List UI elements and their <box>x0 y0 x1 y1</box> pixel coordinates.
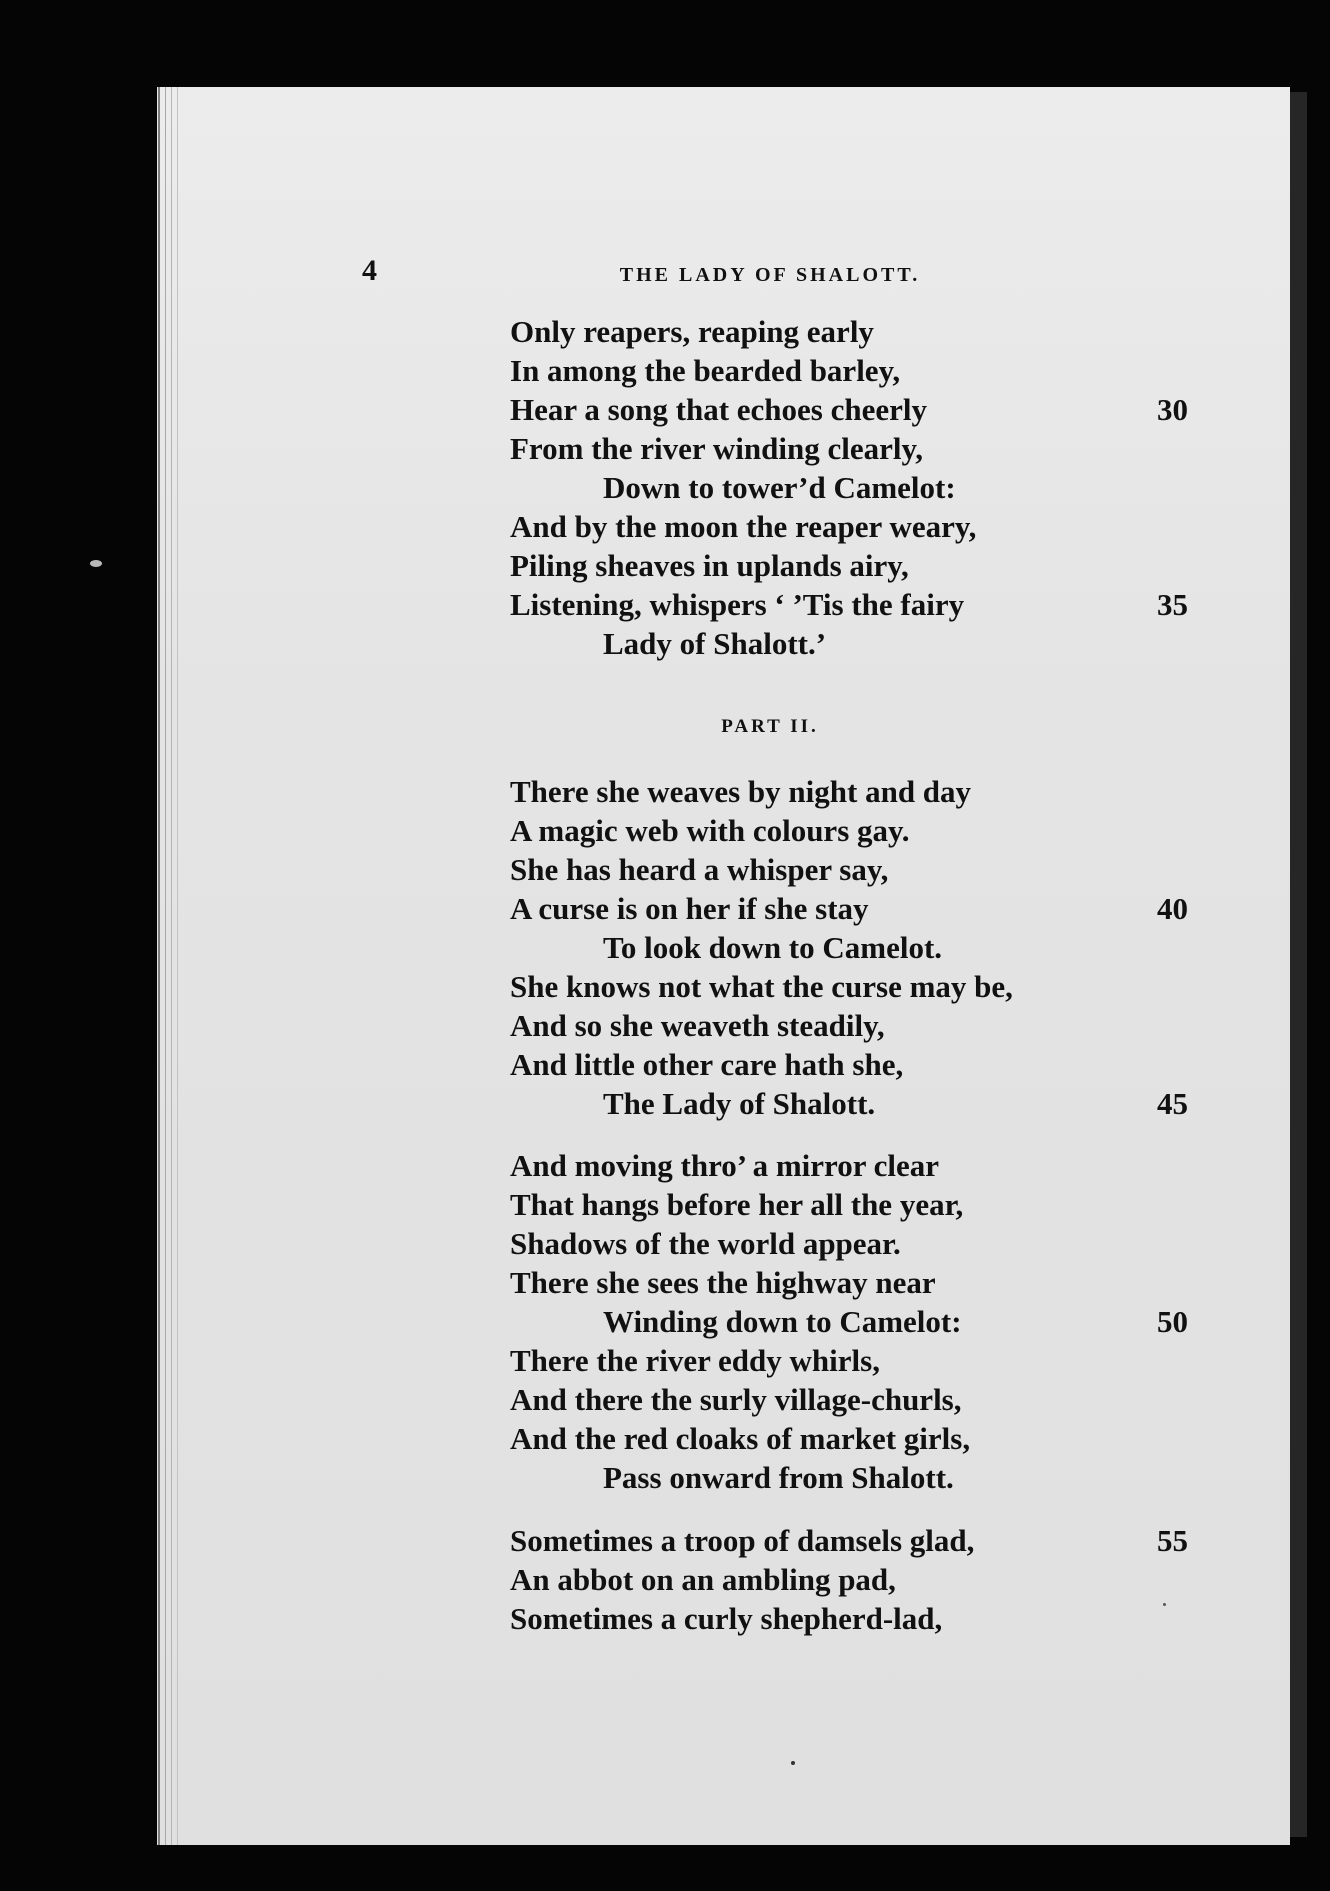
verse-line-text: Piling sheaves in uplands airy, <box>510 548 909 583</box>
verse-line <box>510 351 1188 390</box>
verse-line <box>510 1341 1188 1380</box>
verse-line-text: She knows not what the curse may be, <box>510 969 1013 1004</box>
binding-gutter-line <box>165 87 166 1845</box>
verse-line-text: And there the surly village-churls, <box>510 1382 962 1417</box>
verse-line <box>510 811 1188 850</box>
verse-line-text: Listening, whispers ‘ ’Tis the fairy <box>510 587 965 622</box>
refrain-line <box>510 624 1188 663</box>
scan-speck <box>90 560 102 567</box>
verse-line <box>510 889 1188 928</box>
verse-line-text: That hangs before her all the year, <box>510 1187 964 1222</box>
stanza <box>510 1521 1188 1638</box>
refrain-line <box>510 1302 1188 1341</box>
line-number: 55 <box>1157 1523 1188 1558</box>
verse-line-text: There she sees the highway near <box>510 1265 936 1300</box>
verse-line <box>510 1560 1188 1599</box>
line-number: 45 <box>1157 1086 1188 1121</box>
verse-line-text: Down to tower’d Camelot: <box>603 470 956 505</box>
verse-line-text: Only reapers, reaping early <box>510 314 874 349</box>
verse-line <box>510 850 1188 889</box>
verse-line <box>510 1185 1188 1224</box>
verse-line-text: And the red cloaks of market girls, <box>510 1421 971 1456</box>
verse-line <box>510 1146 1188 1185</box>
binding-gutter-line <box>177 87 178 1845</box>
verse-line <box>510 1224 1188 1263</box>
running-title: THE LADY OF SHALOTT. <box>619 264 921 286</box>
verse-line-text: And moving thro’ a mirror clear <box>510 1148 940 1183</box>
verse-line-text: Sometimes a troop of damsels glad, <box>510 1523 975 1558</box>
verse-line-text: Winding down to Camelot: <box>603 1304 962 1339</box>
verse-line <box>510 1045 1188 1084</box>
verse-line <box>510 1599 1188 1638</box>
verse-line <box>510 1380 1188 1419</box>
line-number: 40 <box>1157 891 1188 926</box>
verse-line-text: Hear a song that echoes cheerly <box>510 392 927 427</box>
line-number: 30 <box>1157 392 1188 427</box>
verse-line <box>510 390 1188 429</box>
verse-line-text: And so she weaveth steadily, <box>510 1008 885 1043</box>
stanza <box>510 1146 1188 1497</box>
page-number: 4 <box>362 254 377 287</box>
verse-line <box>510 507 1188 546</box>
verse-line-text: She has heard a whisper say, <box>510 852 889 887</box>
verse-line-text: A magic web with colours gay. <box>510 813 910 848</box>
verse-line-text: In among the bearded barley, <box>510 353 901 388</box>
verse-line-text: And by the moon the reaper weary, <box>510 509 977 544</box>
line-number: 35 <box>1157 587 1188 622</box>
refrain-line <box>510 928 1188 967</box>
verse-line-text: There the river eddy whirls, <box>510 1343 880 1378</box>
verse-line-text: Shadows of the world appear. <box>510 1226 901 1261</box>
line-number: 50 <box>1157 1304 1188 1339</box>
verse-line-text: The Lady of Shalott. <box>603 1086 876 1121</box>
verse-line-text: From the river winding clearly, <box>510 431 923 466</box>
verse-line <box>510 772 1188 811</box>
stanza <box>510 312 1188 663</box>
verse-line-text: And little other care hath she, <box>510 1047 904 1082</box>
verse-line-text: There she weaves by night and day <box>510 774 972 809</box>
refrain-line <box>510 1458 1188 1497</box>
verse-line-text: Lady of Shalott.’ <box>603 626 827 661</box>
verse-line-text: A curse is on her if she stay <box>510 891 869 926</box>
verse-line <box>510 429 1188 468</box>
refrain-line <box>510 468 1188 507</box>
verse-line <box>510 1521 1188 1560</box>
verse-line <box>510 1263 1188 1302</box>
scan-speck <box>791 1761 795 1765</box>
verse-line <box>510 967 1188 1006</box>
verse-line <box>510 312 1188 351</box>
verse-line-text: To look down to Camelot. <box>603 930 943 965</box>
verse-line <box>510 1006 1188 1045</box>
verse-line-text: Pass onward from Shalott. <box>603 1460 954 1495</box>
verse-line-text: An abbot on an ambling pad, <box>510 1562 896 1597</box>
part-heading: PART II. <box>721 716 819 737</box>
binding-gutter-line <box>171 87 172 1845</box>
refrain-line <box>510 1084 1188 1123</box>
verse-line <box>510 1419 1188 1458</box>
verse-line-text: Sometimes a curly shepherd-lad, <box>510 1601 943 1636</box>
binding-gutter-line <box>158 87 160 1845</box>
stanza <box>510 772 1188 1123</box>
verse-line <box>510 585 1188 624</box>
page-edge-shadow <box>1290 92 1307 1837</box>
verse-line <box>510 546 1188 585</box>
